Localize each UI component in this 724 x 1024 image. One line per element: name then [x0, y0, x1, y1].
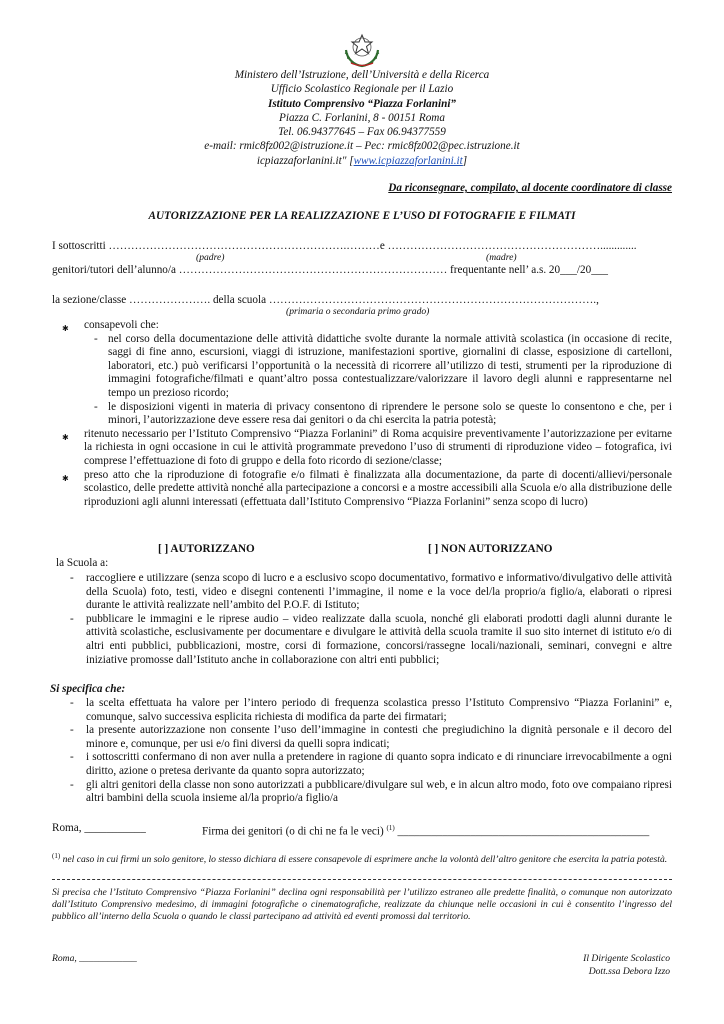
authorize-checkbox[interactable]: [ ] AUTORIZZANO	[158, 543, 255, 555]
republic-emblem-icon	[341, 32, 383, 68]
padre-label: (padre)	[196, 252, 225, 263]
signature-footnote-ref: (1)	[386, 824, 395, 832]
office-line: Ufficio Scolastico Regionale per il Lazio	[270, 83, 454, 96]
parents-names-field[interactable]: I sottoscritti ……………………………………………………….………e ………………………………………………….............	[52, 240, 637, 252]
principal-role: Il Dirigente Scolastico	[583, 953, 670, 964]
student-field[interactable]: genitori/tutori dell’alunno/a ……………………………………………………………… frequentante nell’ a.s. 20___/20___	[52, 264, 608, 276]
school-item: - pubblicare le immagini e le riprese audio – video realizzate dalla scuola, nonché gli elaborati prodotti dagli alunni durante le attività scolastiche, esclusivamente per documentare e divulgare le attività della scuola tramite il suo sito internet di istituto e/o di altri enti pubblici, pubblicazioni, mostre, corsi di formazione, concorsi/rassegne locali/nazionali, seminari, convegni e altre iniziative promosse dall’Istituto anche in collaborazione con altri enti pubblici;	[70, 612, 672, 666]
letterhead	[0, 68, 724, 168]
school-items-list	[70, 572, 672, 667]
premise-ritenuto: ✱ ritenuto necessario per l’Istituto Comprensivo “Piazza Forlanini” di Roma acquisire preventivamente l’autorizzazione per evitarne la richiesta in ogni occasione in cui le attività programmate prevedono l’uso di strumenti di riproduzione video – fotografica, ivi comprese l’effettuazione di foto di gruppo e della foto ricordo di sezione/classe;	[62, 427, 672, 467]
ministry-line: Ministero dell’Istruzione, dell’Università e della Ricerca	[234, 69, 490, 81]
address-line: Piazza C. Forlanini, 8 - 00151 Roma	[279, 111, 445, 124]
premises-block	[62, 319, 672, 509]
footnote: $^{(1)}$ nel caso in cui firmi un solo genitore, lo stesso dichiara di essere consapevole di esprimere anche la volontà dell’altro genitore che esercita la patria potestà.	[52, 852, 668, 866]
premise-consapevoli: ✱ consapevoli che:	[62, 319, 159, 333]
signature-label: Firma dei genitori (o di chi ne fa le veci)	[202, 825, 384, 838]
phone-line: Tel. 06.94377645 – Fax 06.94377559	[278, 126, 446, 139]
premise-preso-atto: ✱ preso atto che la riproduzione di fotografie e/o filmati è finalizzata alla documentazione, da parte di docenti/allievi/personale scolastico, delle predette attività nonché alla partecipazione a concorsi e a mostre accessibili alla Scuola e/o alla distribuzione delle riproduzioni agli alunni interessati (effettuata dall’Istituto Comprensivo “Piazza Forlanini” senza scopo di lucro)	[62, 468, 672, 508]
specify-item: - la presente autorizzazione non consente l’uso dell’immagine in contesti che pregiudichino la dignità personale e il decoro del minore e, comunque, per usi e/o fini diversi da quelli sopra indicati;	[70, 724, 672, 750]
school-intro: la Scuola a:	[56, 557, 109, 569]
return-note: Da riconsegnare, compilato, al docente coordinatore di classe	[388, 182, 672, 194]
specify-item: - la scelta effettuata ha valore per l’intero periodo di frequenza scolastica presso l’Istituto Comprensivo “Piazza Forlanini” e, comunque, salvo successiva esplicita richiesta di modifica da parte dei firmatari;	[70, 697, 672, 723]
premise-sub-item: - nel corso della documentazione delle attività didattiche svolte durante la normale attività scolastica (in occasione di recite, saggi di fine anno, escursioni, viaggi di istruzione, manifestazioni sportive, giornalini di classe, esposizione di cartelloni, laboratori, etc.) può verificarsi l’opportunità o la necessità di ricorrere all’utilizzo di testi, strumenti per la riproduzione di immagini fotografiche/filmati e quant’altro possa contestualizzare/valorizzare il lavoro degli alunni e rappresentarne nel tempo un prezioso ricordo;	[94, 332, 672, 399]
institute-line: Istituto Comprensivo “Piazza Forlanini”	[267, 97, 457, 110]
bottom-place-field[interactable]: Roma, ____________	[52, 953, 137, 964]
signature-line-field[interactable]: _____________________________________________	[394, 825, 650, 838]
not-authorize-checkbox[interactable]: [ ] NON AUTORIZZANO	[428, 543, 553, 555]
document-title: AUTORIZZAZIONE PER LA REALIZZAZIONE E L’USO DI FOTOGRAFIE E FILMATI	[148, 210, 576, 222]
signature-place-field[interactable]: Roma, ___________	[52, 822, 146, 834]
specify-title: Si specifica che:	[50, 683, 126, 695]
disclaimer: Si precisa che l’Istituto Comprensivo “Piazza Forlanini” declina ogni responsabilità per l’utilizzo estraneo alle predette finalità, o comunque non autorizzato dall’Istituto Comprensivo medesimo, di immagini fotografiche o cinematografiche, realizzate da chiunque nelle occasioni in cui è consentito l’ingresso del pubblico all’interno della Scuola o quando le classi partecipano ad attività ed eventi promossi dal territorio.	[52, 887, 672, 922]
madre-label: (madre)	[486, 252, 517, 263]
signature-row	[202, 822, 649, 839]
website-link[interactable]: www.icpiazzaforlanini.it	[353, 154, 463, 167]
specify-items-list	[70, 697, 672, 806]
specify-item: - gli altri genitori della classe non sono autorizzati a pubblicare/divulgare sul web, e in alcun altro modo, foto ove compaiano ripresi altri bambini della scuola insieme al/la proprio/a figlio/a	[70, 778, 672, 805]
separator-line	[52, 879, 672, 880]
email-line: e-mail: rmic8fz002@istruzione.it – Pec: rmic8fz002@pec.istruzione.it	[204, 140, 520, 153]
school-type-note: (primaria o secondaria primo grado)	[286, 306, 430, 317]
principal-name: Dott.ssa Debora Izzo	[588, 966, 670, 977]
web-line: icpiazzaforlanini.it" [www.icpiazzaforlanini.it]	[256, 154, 468, 167]
school-item: - raccogliere e utilizzare (senza scopo di lucro e a esclusivo scopo documentativo, formativo e informativo/divulgativo delle attività della Scuola) foto, testi, video e disegni contenenti l’immagine, il nome e la voce del/la proprio/a figlio/a, elaborati o ripresi durante le attività realizzate nell’ambito del P.O.F. di Istituto;	[70, 572, 672, 612]
specify-item: - i sottoscritti confermano di non aver nulla a pretendere in ragione di quanto sopra indicato e di rinunciare irrevocabilmente a ogni diritto, azione o pretesa derivante da quanto sopra autorizzato;	[70, 751, 672, 777]
premise-sub-item: - le disposizioni vigenti in materia di privacy consentono di riprendere le persone solo se queste lo consentono e che, per i minori, l’autorizzazione deve essere resa dai genitori o da chi esercita la patria potestà;	[94, 400, 672, 427]
class-school-field[interactable]: la sezione/classe …………………. della scuola …………………………………………………………………………….,	[52, 294, 599, 306]
